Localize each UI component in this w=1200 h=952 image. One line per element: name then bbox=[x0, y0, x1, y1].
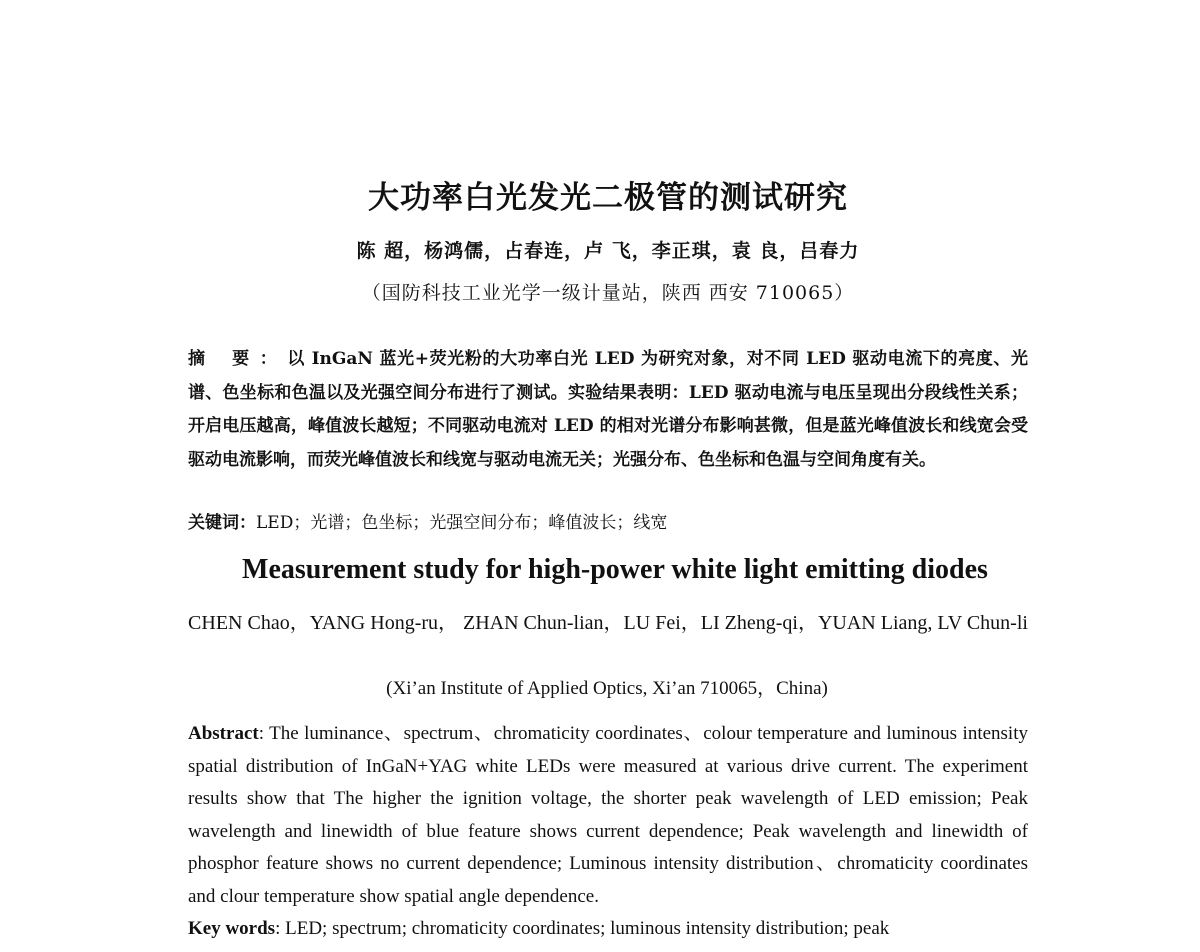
english-abstract bbox=[188, 718, 1028, 913]
chinese-title: 大功率白光发光二极管的测试研究 bbox=[368, 180, 848, 216]
chinese-keywords bbox=[188, 508, 1028, 538]
english-abstract-text: : The luminance、spectrum、chromaticity coordinates、colour temperature and luminous intensity spatial distribution of InGaN+YAG white LEDs were measured at various drive current. The experiment results show that The higher the ignition voltage, the shorter peak wavelength of LED emission; Peak wavelength and linewidth of blue feature shows current dependence; Peak wavelength and linewidth of phosphor feature shows no current dependence; Luminous intensity distribution、chromaticity coordinates and clour temperature show spatial angle dependence. bbox=[188, 723, 1028, 907]
chinese-authors: 陈 超，杨鸿儒，占春连，卢 飞，李正琪，袁 良，吕春力 bbox=[356, 240, 860, 262]
english-keywords bbox=[188, 913, 1028, 945]
english-keywords-text: : LED; spectrum; chromaticity coordinates; luminous intensity distribution; peak bbox=[275, 918, 890, 939]
chinese-abstract-text: 以 InGaN 蓝光+荧光粉的大功率白光 LED 为研究对象，对不同 LED 驱动电流下的亮度、光谱、色坐标和色温以及光强空间分布进行了测试。实验结果表明：LED 驱动电流与电压呈现出分段线性关系；开启电压越高，峰值波长越短；不同驱动电流对 LED 的相对光谱分布影响甚微，但是蓝光峰值波长和线宽会受驱动电流影响，而荧光峰值波长和线宽与驱动电流无关；光强分布、色坐标和色温与空间角度有关。 bbox=[188, 349, 1028, 470]
chinese-affiliation: （国防科技工业光学一级计量站，陕西 西安 710065） bbox=[361, 282, 855, 304]
english-title: Measurement study for high-power white light emitting diodes bbox=[242, 554, 988, 585]
chinese-abstract-label: 摘 要： bbox=[188, 349, 288, 369]
english-affiliation: (Xi’an Institute of Applied Optics, Xi’an 710065，China) bbox=[386, 678, 828, 699]
chinese-abstract bbox=[188, 343, 1028, 477]
english-abstract-label: Abstract bbox=[188, 723, 259, 744]
english-authors: CHEN Chao，YANG Hong-ru， ZHAN Chun-lian，LU Fei，LI Zheng-qi，YUAN Liang, LV Chun-li bbox=[188, 612, 1028, 634]
chinese-keywords-label: 关键词： bbox=[188, 513, 256, 533]
english-keywords-label: Key words bbox=[188, 918, 276, 939]
chinese-keywords-text: LED；光谱；色坐标；光强空间分布；峰值波长；线宽 bbox=[256, 513, 668, 533]
